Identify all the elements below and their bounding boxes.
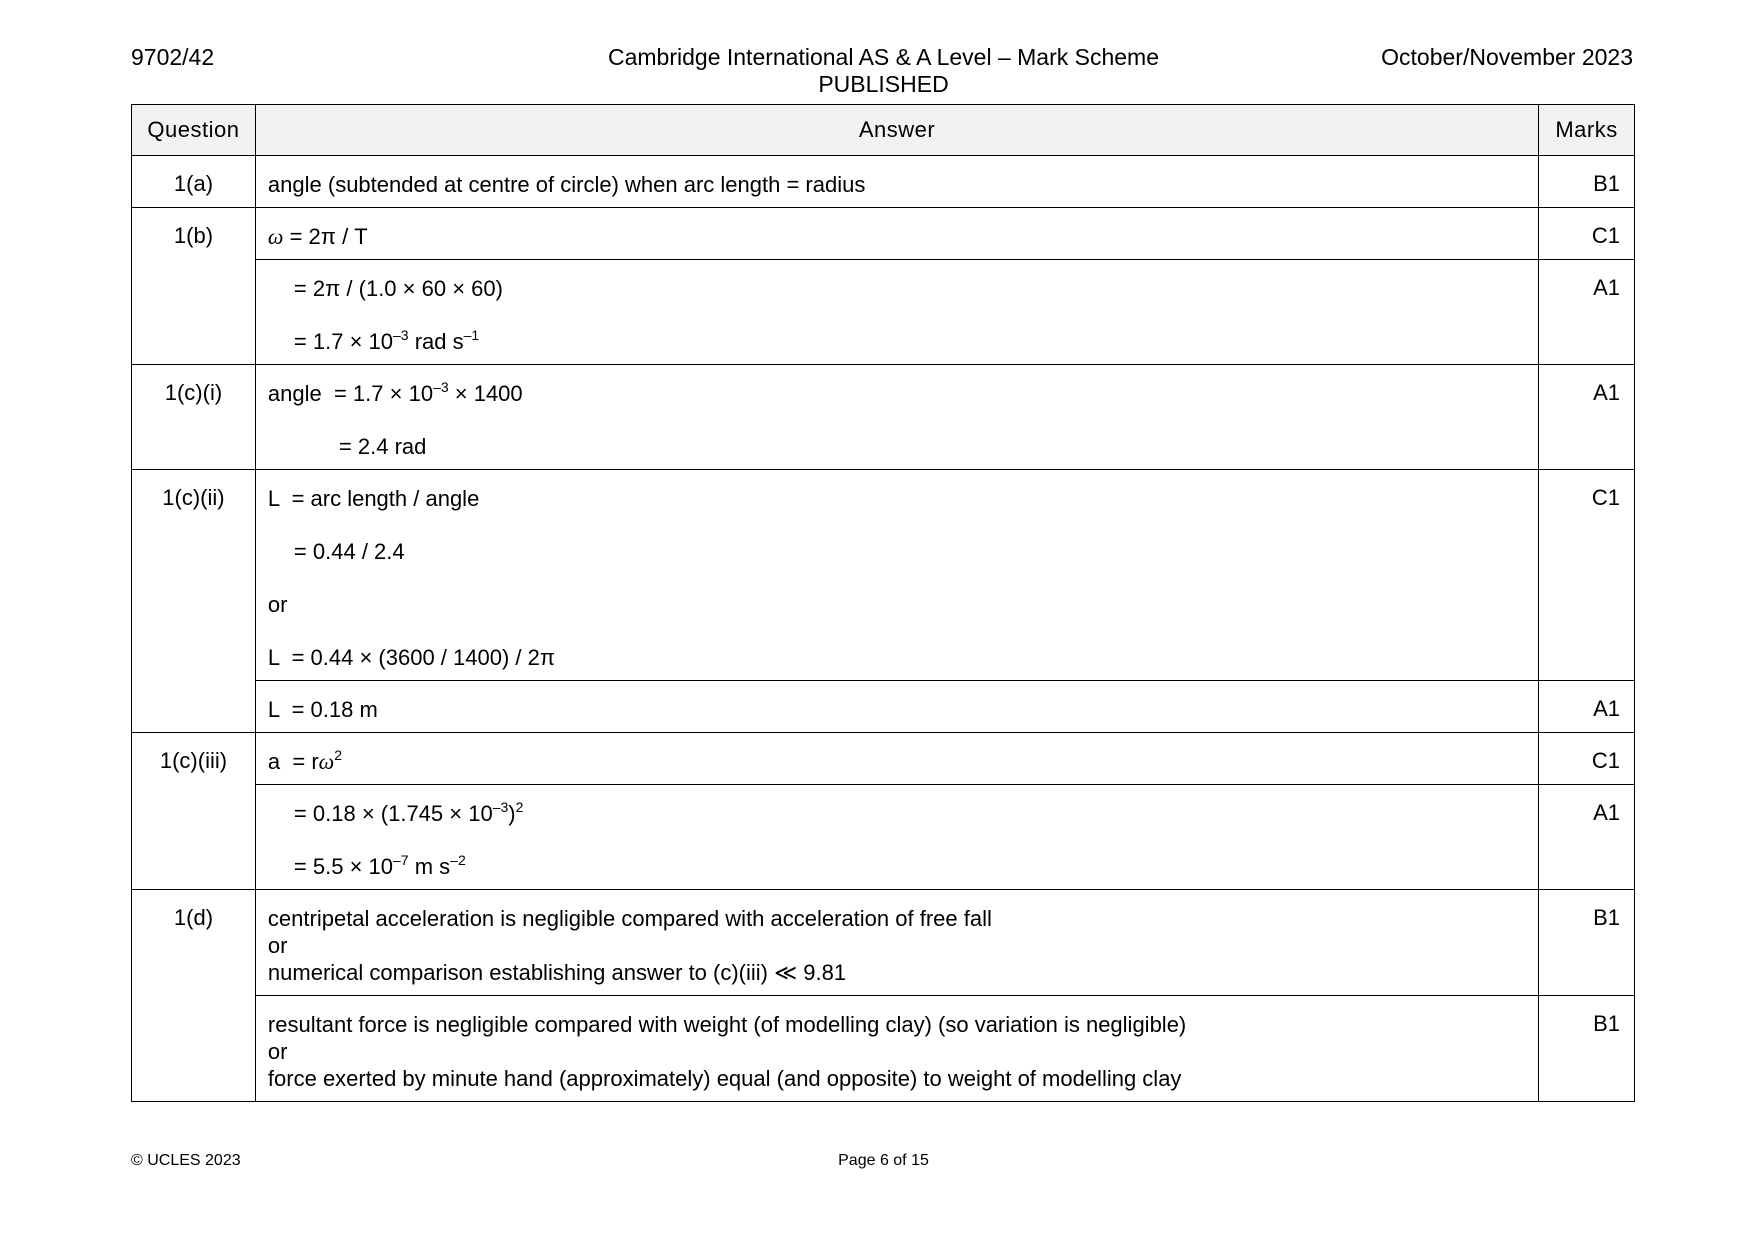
exponent: –3 [433, 379, 449, 395]
answer-text: angle = 1.7 × 10 [267, 381, 434, 406]
mark-cell: A1 [1539, 681, 1635, 733]
answer-line [268, 328, 1528, 355]
answer-text: = 0.18 × (1.745 × 10 [293, 801, 493, 826]
exponent: –7 [393, 852, 409, 868]
answer-cell [255, 208, 1538, 260]
mark-cell: B1 [1539, 156, 1635, 208]
unit-text: rad s [408, 329, 464, 354]
answer-line: resultant force is negligible compared with weight (of modelling clay) (so variation is negligible) [267, 1012, 1187, 1037]
answer-text: ) [508, 801, 516, 826]
answer-text: = 2π / T [283, 224, 368, 249]
omega-symbol: ω [318, 749, 335, 774]
question-column-header: Question [132, 105, 256, 156]
table-header-row [132, 105, 1635, 156]
question-number: 1(c)(ii) [132, 470, 256, 733]
table-row [132, 365, 1635, 470]
answer-line [268, 380, 1528, 407]
table-row [132, 890, 1635, 996]
answer-line: = 0.44 / 2.4 [293, 539, 405, 564]
table-row [132, 260, 1635, 365]
answer-cell [255, 890, 1538, 996]
omega-symbol: ω [267, 224, 284, 249]
answer-line [268, 853, 1528, 880]
answer-cell [255, 681, 1538, 733]
answer-line: angle (subtended at centre of circle) when arc length = radius [267, 172, 866, 197]
answer-line [268, 223, 1528, 250]
exponent: 2 [334, 747, 343, 763]
mark-cell: C1 [1539, 733, 1635, 785]
exponent: –2 [450, 852, 466, 868]
answer-line: or [267, 592, 288, 617]
answer-cell [255, 470, 1538, 681]
answer-line: numerical comparison establishing answer to (c)(iii) ≪ 9.81 [267, 960, 847, 985]
exam-session: October/November 2023 [1381, 44, 1633, 70]
answer-cell [255, 260, 1538, 365]
question-number: 1(b) [132, 208, 256, 365]
exponent: –3 [393, 327, 409, 343]
answer-column-header: Answer [255, 105, 1538, 156]
title-line: Cambridge International AS & A Level – Mark Scheme [607, 44, 1160, 70]
exponent: –1 [463, 327, 480, 343]
answer-cell [255, 365, 1538, 470]
answer-line: force exerted by minute hand (approximately) equal (and opposite) to weight of modelling clay [267, 1066, 1182, 1091]
mark-cell: A1 [1539, 785, 1635, 890]
mark-cell: A1 [1539, 260, 1635, 365]
question-number: 1(d) [132, 890, 256, 1102]
page-number: Page 6 of 15 [838, 1152, 929, 1169]
answer-cell [255, 156, 1538, 208]
answer-line: or [267, 1039, 288, 1064]
answer-text: = 5.5 × 10 [293, 854, 394, 879]
answer-cell [255, 733, 1538, 785]
paper-code: 9702/42 [131, 44, 215, 70]
mark-cell: C1 [1539, 208, 1635, 260]
table-row [132, 996, 1635, 1102]
exponent: 2 [515, 799, 524, 815]
answer-cell [255, 785, 1538, 890]
answer-cell [255, 996, 1538, 1102]
answer-text: × 1400 [448, 381, 523, 406]
mark-cell: B1 [1539, 890, 1635, 996]
question-number: 1(a) [132, 156, 256, 208]
table-row [132, 208, 1635, 260]
exponent: –3 [492, 799, 509, 815]
copyright-notice: © UCLES 2023 [131, 1152, 241, 1169]
table-row [132, 733, 1635, 785]
answer-line: centripetal acceleration is negligible compared with acceleration of free fall [267, 906, 992, 931]
answer-line: L = arc length / angle [267, 486, 480, 511]
table-row [132, 156, 1635, 208]
answer-line [268, 748, 1528, 775]
answer-line: L = 0.44 × (3600 / 1400) / 2π [267, 645, 556, 670]
table-row [132, 470, 1635, 681]
answer-text: = 1.7 × 10 [293, 329, 394, 354]
question-number: 1(c)(iii) [132, 733, 256, 890]
table-row [132, 681, 1635, 733]
mark-cell: A1 [1539, 365, 1635, 470]
answer-line: = 2π / (1.0 × 60 × 60) [293, 276, 503, 301]
unit-text: m s [408, 854, 451, 879]
answer-line: = 2.4 rad [338, 434, 427, 459]
marks-column-header: Marks [1539, 105, 1635, 156]
table-row [132, 785, 1635, 890]
published-label: PUBLISHED [818, 71, 949, 97]
mark-cell: B1 [1539, 996, 1635, 1102]
answer-line: or [267, 933, 288, 958]
answer-text: a = r [267, 749, 319, 774]
question-number: 1(c)(i) [132, 365, 256, 470]
answer-line [268, 800, 1528, 827]
mark-scheme-table [131, 104, 1635, 1102]
mark-cell: C1 [1539, 470, 1635, 681]
answer-line: L = 0.18 m [267, 697, 378, 722]
